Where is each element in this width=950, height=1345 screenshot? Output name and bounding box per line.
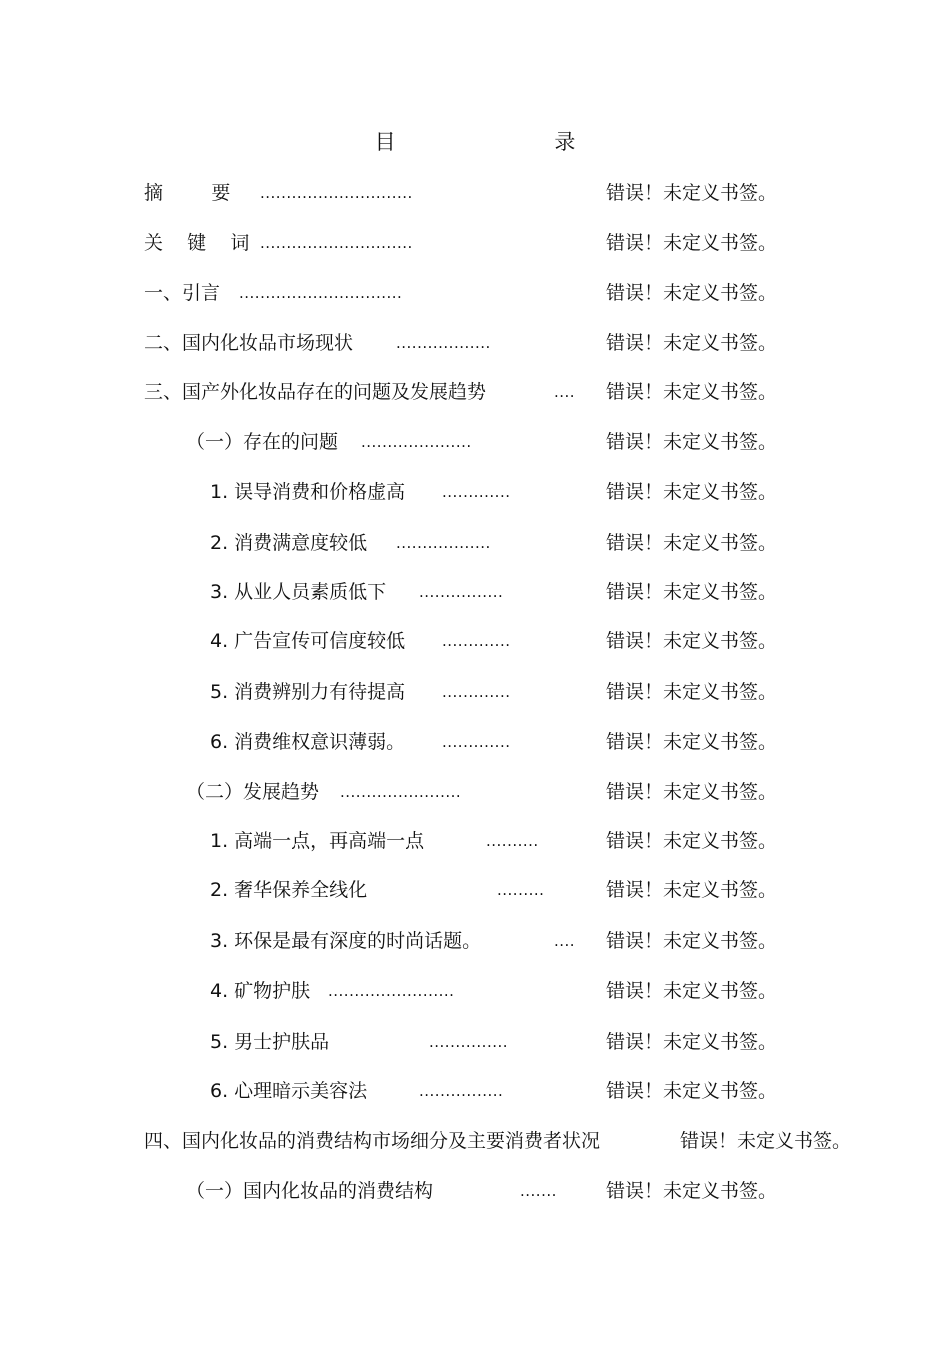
- toc-entry-ref: 错误！未定义书签。: [606, 481, 778, 503]
- toc-entry[interactable]: [144, 379, 924, 405]
- toc-entry-ref: 错误！未定义书签。: [606, 830, 778, 852]
- toc-entry-label: 四、国内化妆品的消费结构市场细分及主要消费者状况: [144, 1130, 601, 1152]
- toc-entry[interactable]: [210, 729, 930, 755]
- toc-entry-ref: 错误！未定义书签。: [606, 630, 778, 652]
- toc-entry-ref: 错误！未定义书签。: [606, 232, 778, 254]
- toc-entry-ref: 错误！未定义书签。: [606, 879, 778, 901]
- toc-entry-label: 1. 误导消费和价格虚高: [210, 481, 406, 503]
- toc-entry[interactable]: [186, 1178, 926, 1204]
- toc-entry-leader: .............................: [260, 184, 413, 202]
- toc-entry-ref: 错误！未定义书签。: [606, 1180, 778, 1202]
- toc-entry[interactable]: [210, 628, 930, 654]
- toc-entry-leader: .............................: [260, 234, 413, 252]
- toc-entry-label: 3. 环保是最有深度的时尚话题。: [210, 930, 482, 952]
- toc-entry-leader: ...............: [429, 1033, 509, 1051]
- toc-entry-leader: ..................: [396, 334, 491, 352]
- toc-entry-label: （一）存在的问题: [186, 431, 339, 453]
- toc-entry-ref: 错误！未定义书签。: [606, 532, 778, 554]
- toc-entry-leader: ........................: [328, 982, 455, 1000]
- toc-title: 目 录: [374, 130, 652, 154]
- toc-entry-ref: 错误！未定义书签。: [606, 731, 778, 753]
- toc-entry[interactable]: [186, 779, 926, 805]
- toc-entry-ref: 错误！未定义书签。: [606, 1080, 778, 1102]
- toc-entry[interactable]: [144, 230, 924, 256]
- toc-entry-leader: ................: [419, 583, 504, 601]
- toc-entry[interactable]: [210, 928, 930, 954]
- toc-entry-ref: 错误！未定义书签。: [606, 681, 778, 703]
- toc-entry-ref: 错误！未定义书签。: [606, 980, 778, 1002]
- toc-entry-label: （二）发展趋势: [186, 781, 320, 803]
- toc-entry[interactable]: [144, 280, 924, 306]
- toc-entry-label: 4. 矿物护肤: [210, 980, 311, 1002]
- toc-entry-label: 3. 从业人员素质低下: [210, 581, 387, 603]
- toc-entry[interactable]: [144, 1128, 944, 1154]
- toc-entry-label: 关 键 词: [144, 232, 250, 254]
- toc-entry-label: 一、引言: [144, 282, 221, 304]
- toc-entry-label: 2. 奢华保养全线化: [210, 879, 368, 901]
- toc-entry-label: 1. 高端一点，再高端一点: [210, 830, 425, 852]
- toc-entry[interactable]: [144, 180, 924, 206]
- toc-entry-ref: 错误！未定义书签。: [606, 581, 778, 603]
- toc-entry-ref: 错误！未定义书签。: [680, 1130, 852, 1152]
- toc-entry[interactable]: [210, 479, 930, 505]
- toc-entry-ref: 错误！未定义书签。: [606, 1031, 778, 1053]
- toc-entry-ref: 错误！未定义书签。: [606, 282, 778, 304]
- toc-entry-leader: .......................: [340, 783, 462, 801]
- toc-entry-ref: 错误！未定义书签。: [606, 781, 778, 803]
- toc-entry-ref: 错误！未定义书签。: [606, 381, 778, 403]
- toc-entry-leader: .......: [520, 1182, 557, 1200]
- toc-entry[interactable]: [144, 330, 924, 356]
- toc-entry-label: 摘 要: [144, 182, 231, 204]
- toc-entry-ref: 错误！未定义书签。: [606, 431, 778, 453]
- toc-entry-label: 5. 消费辨别力有待提高: [210, 681, 406, 703]
- toc-entry-leader: .........: [497, 881, 545, 899]
- toc-entry-leader: ..........: [486, 832, 539, 850]
- toc-entry[interactable]: [210, 579, 930, 605]
- toc-entry-leader: .............: [442, 733, 511, 751]
- toc-entry-label: 2. 消费满意度较低: [210, 532, 368, 554]
- toc-entry-leader: .............: [442, 683, 511, 701]
- toc-entry-leader: ...............................: [239, 284, 403, 302]
- toc-entry-label: 6. 心理暗示美容法: [210, 1080, 368, 1102]
- toc-entry-ref: 错误！未定义书签。: [606, 930, 778, 952]
- toc-entry-leader: ................: [419, 1082, 504, 1100]
- toc-entry-leader: .....................: [361, 433, 472, 451]
- toc-entry-label: 三、国产外化妆品存在的问题及发展趋势: [144, 381, 487, 403]
- toc-entry[interactable]: [210, 978, 930, 1004]
- toc-entry-leader: .............: [442, 483, 511, 501]
- toc-entry-label: 二、国内化妆品市场现状: [144, 332, 354, 354]
- toc-entry-leader: ....: [554, 383, 576, 401]
- toc-entry[interactable]: [186, 429, 926, 455]
- toc-entry-ref: 错误！未定义书签。: [606, 332, 778, 354]
- toc-entry-leader: .............: [442, 632, 511, 650]
- toc-entry[interactable]: [210, 1029, 930, 1055]
- toc-entry[interactable]: [210, 679, 930, 705]
- toc-entry[interactable]: [210, 877, 930, 903]
- toc-entry-ref: 错误！未定义书签。: [606, 182, 778, 204]
- toc-entry[interactable]: [210, 1078, 930, 1104]
- toc-entry-label: 5. 男士护肤品: [210, 1031, 330, 1053]
- toc-entry-label: （一）国内化妆品的消费结构: [186, 1180, 434, 1202]
- toc-entry-label: 4. 广告宣传可信度较低: [210, 630, 406, 652]
- toc-entry[interactable]: [210, 828, 930, 854]
- toc-entry-leader: ....: [554, 932, 576, 950]
- toc-entry-leader: ..................: [396, 534, 491, 552]
- toc-entry-label: 6. 消费维权意识薄弱。: [210, 731, 406, 753]
- toc-entry[interactable]: [210, 530, 930, 556]
